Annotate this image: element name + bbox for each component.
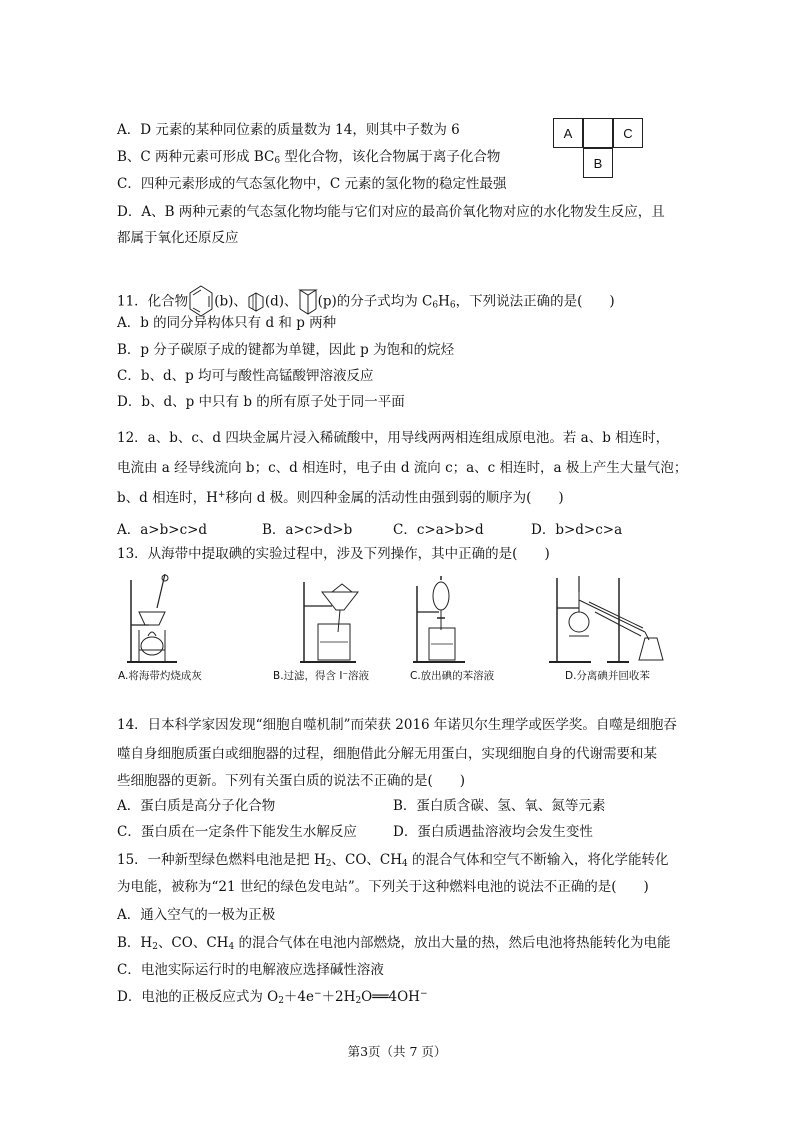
dewar-benzene-structure-d bbox=[247, 291, 265, 313]
q11-option-b: B．p 分子碳原子成的键都为单键，因此 p 为饱和的烷烃 bbox=[117, 342, 455, 358]
q10-option-a: A．D 元素的某种同位素的质量数为 14，则其中子数为 6 bbox=[117, 122, 460, 138]
q14-option-b: B．蛋白质含碳、氢、氧、氮等元素 bbox=[393, 798, 606, 814]
apparatus-a-crucible-burning bbox=[117, 570, 217, 666]
q12-option-d: D．b>d>c>a bbox=[531, 522, 623, 538]
q12-option-b: B．a>c>d>b bbox=[262, 522, 353, 538]
grid-cell-empty bbox=[583, 118, 613, 148]
apparatus-b-filtration bbox=[276, 570, 376, 666]
q14-line3: 些细胞器的更新。下列有关蛋白质的说法不正确的是( ) bbox=[117, 773, 466, 789]
q15-option-d: D．电池的正极反应式为 $O_2+4e^-+2H_2O══4OH^-$ bbox=[117, 989, 428, 1006]
apparatus-c-separatory-funnel bbox=[409, 570, 499, 666]
q12-line2: 电流由 a 经导线流向 b；c、d 相连时，电子由 d 流向 c；a、c 相连时，a 极上产生大量气泡； bbox=[117, 460, 688, 476]
q12-line3: b、d 相连时，H+移向 d 极。则四种金属的活动性由强到弱的顺序为( ) bbox=[117, 490, 564, 506]
q11-stem: 11．化合物 (b)、 (d)、 (p)的分子式均为 $C_6H_6$，下列说法正确的是( ) bbox=[117, 284, 615, 320]
q12-option-c: C．c>a>b>d bbox=[393, 522, 484, 538]
q11-option-c: C．b、d、p 均可与酸性高锰酸钾溶液反应 bbox=[117, 368, 374, 384]
q10-option-b: B、C 两种元素可形成 $BC_6$ 型化合物，该化合物属于离子化合物 bbox=[117, 149, 501, 166]
q15-option-c: C．电池实际运行时的电解液应选择碱性溶液 bbox=[117, 962, 384, 978]
q14-option-d: D．蛋白质遇盐溶液均会发生变性 bbox=[393, 824, 593, 840]
q13-caption-b: B.过滤，得含 I⁻溶液 bbox=[273, 670, 370, 682]
q10-option-c: C．四种元素形成的气态氢化物中，C 元素的氢化物的稳定性最强 bbox=[117, 176, 507, 192]
q15-option-b: B．$H_2$、CO、$CH_4$ 的混合气体在电池内部燃烧，放出大量的热，然后电池将热能转化为电能 bbox=[117, 935, 671, 952]
q13-stem: 13．从海带中提取碘的实验过程中，涉及下列操作，其中正确的是( ) bbox=[117, 546, 550, 562]
q12-line1: 12．a、b、c、d 四块金属片浸入稀硫酸中，用导线两两相连组成原电池。若 a、b 相连时， bbox=[117, 430, 670, 446]
q10-option-d-line1: D．A、B 两种元素的气态氢化物均能与它们对应的最高价氧化物对应的水化物发生反应，且 bbox=[117, 204, 665, 220]
grid-cell-c: C bbox=[613, 118, 643, 148]
q14-option-a: A．蛋白质是高分子化合物 bbox=[117, 798, 276, 814]
prismane-structure-p bbox=[298, 287, 318, 317]
q14-option-c: C．蛋白质在一定条件下能发生水解反应 bbox=[117, 824, 357, 840]
grid-cell-a: A bbox=[553, 118, 583, 148]
q15-line1: 15．一种新型绿色燃料电池是把 $H_2$、CO、$CH_4$ 的混合气体和空气不断输入，将化学能转化 bbox=[117, 852, 669, 869]
q10-option-d-line2: 都属于氧化还原反应 bbox=[117, 230, 239, 246]
page-footer: 第3页（共 7 页） bbox=[347, 1044, 447, 1059]
q13-caption-d: D.分离碘并回收苯 bbox=[565, 670, 650, 682]
q15-line2: 为电能，被称为“21 世纪的绿色发电站”。下列关于这种燃料电池的说法不正确的是( ) bbox=[117, 879, 649, 895]
q14-line1: 14．日本科学家因发现“细胞自噬机制”而荣获 2016 年诺贝尔生理学或医学奖。自噬是细胞吞 bbox=[117, 717, 677, 733]
q13-caption-c: C.放出碘的苯溶液 bbox=[410, 670, 495, 682]
q15-option-a: A．通入空气的一极为正极 bbox=[117, 907, 276, 923]
q11-option-d: D．b、d、p 中只有 b 的所有原子处于同一平面 bbox=[117, 394, 405, 410]
q11-option-a: A．b 的同分异构体只有 d 和 p 两种 bbox=[117, 315, 337, 331]
apparatus-d-distillation bbox=[545, 570, 675, 666]
grid-cell-b: B bbox=[583, 148, 613, 178]
q12-option-a: A．a>b>c>d bbox=[117, 522, 208, 538]
q13-caption-a: A.将海带灼烧成灰 bbox=[118, 670, 202, 682]
q14-line2: 噬自身细胞质蛋白或细胞器的过程，细胞借此分解无用蛋白，实现细胞自身的代谢需要和某 bbox=[117, 746, 657, 762]
